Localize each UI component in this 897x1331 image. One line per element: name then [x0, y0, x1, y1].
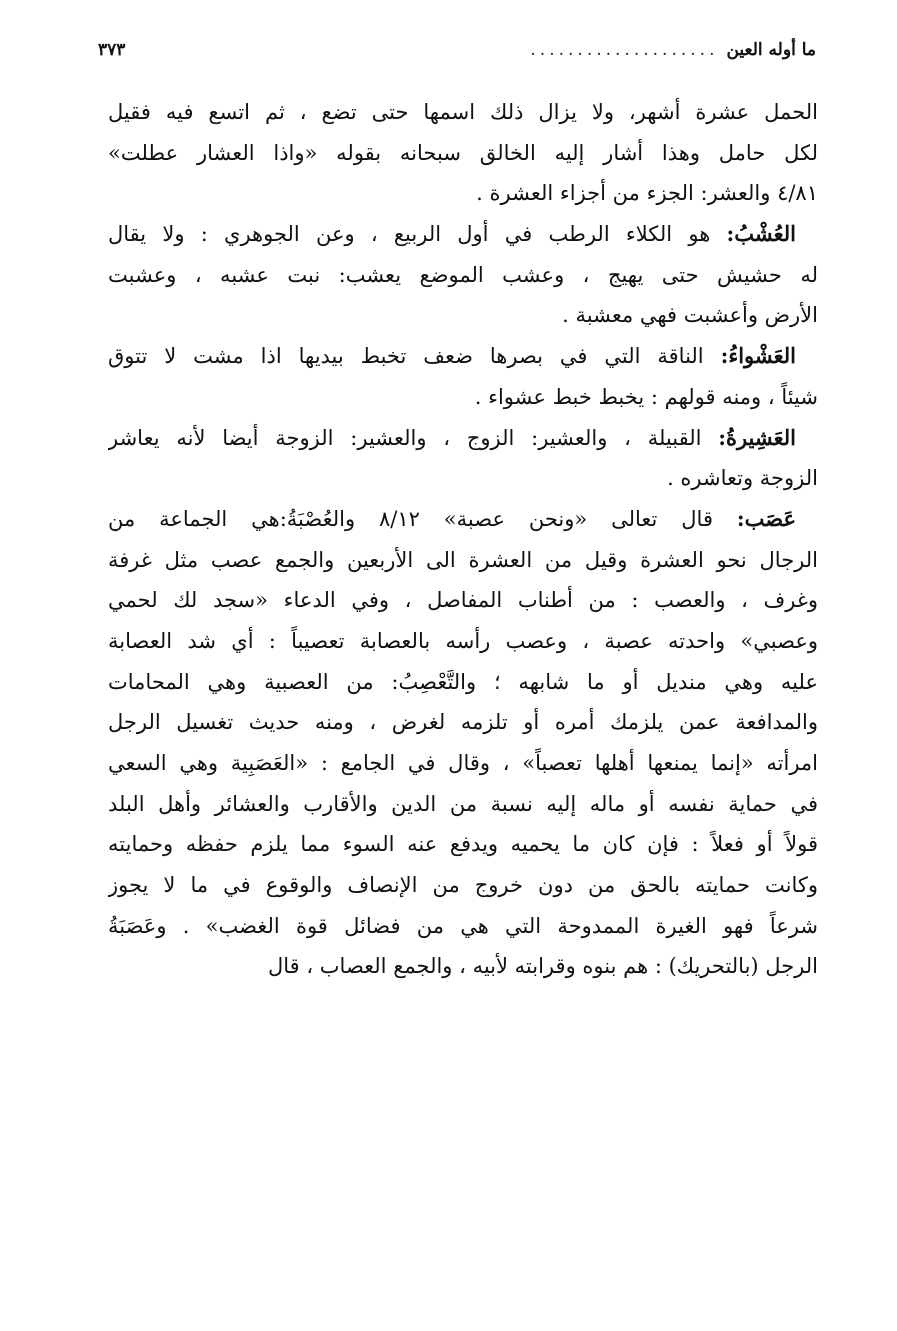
- text-line: [108, 133, 818, 174]
- line-text: في حماية نفسه أو ماله إليه نسبة من الدين والأقارب والعشائر وأهل البلد: [108, 791, 818, 816]
- line-text: شيئاً ، ومنه قولهم : يخبط خبط عشواء .: [474, 384, 818, 409]
- running-header: [98, 34, 816, 66]
- line-text: الناقة التي في بصرها ضعف تخبط بيديها اذا مشت لا تتوق: [108, 344, 721, 369]
- line-text: الزوجة وتعاشره .: [667, 466, 818, 491]
- leader-dots: ....................: [530, 40, 719, 60]
- text-line: [108, 743, 818, 784]
- line-text: له حشيش حتى يهيج ، وعشب الموضع يعشب: نبت عشبه ، وعشبت: [108, 262, 818, 287]
- line-text: الحمل عشرة أشهر، ولا يزال ذلك اسمها حتى تضع ، ثم اتسع فيه فقيل: [108, 100, 818, 124]
- line-text: ٤/٨١ والعشر: الجزء من أجزاء العشرة .: [476, 181, 818, 206]
- text-line: [108, 458, 818, 499]
- line-text: قال تعالى «ونحن عصبة» ٨/١٢ والعُصْبَةُ:هي الجماعة من: [108, 506, 737, 531]
- line-text: شرعاً فهو الغيرة الممدوحة التي هي من فضائل قوة الغضب» . وعَصَبَةُ: [108, 913, 818, 938]
- line-text: هو الكلاء الرطب في أول الربيع ، وعن الجوهري : ولا يقال: [108, 222, 727, 247]
- line-text: القبيلة ، والعشير: الزوج ، والعشير: الزوجة أيضا لأنه يعاشر: [108, 425, 719, 450]
- line-text: وغرف ، والعصب : من أطناب المفاصل ، وفي الدعاء «سجد لك لحمي: [108, 588, 818, 613]
- text-line: [108, 499, 818, 540]
- text-line: [108, 824, 818, 865]
- text-line: [108, 540, 818, 581]
- line-text: عليه وهي منديل أو ما شابهه ؛ والتَّعْصِبُ: من العصبية وهي المحامات: [108, 669, 818, 694]
- text-line: [108, 92, 818, 133]
- line-text: لكل حامل وهذا أشار إليه الخالق سبحانه بقوله «واذا العشار عطلت»: [108, 140, 818, 165]
- text-line: [108, 214, 818, 255]
- text-line: [108, 295, 818, 336]
- page-body: [108, 92, 818, 987]
- line-text: الأرض وأعشبت فهي معشبة .: [562, 303, 818, 328]
- text-line: [108, 702, 818, 743]
- text-line: [108, 255, 818, 296]
- text-line: [108, 173, 818, 214]
- text-line: [108, 784, 818, 825]
- line-text: الرجل (بالتحريك) : هم بنوه وقرابته لأبيه ، والجمع العصاب ، قال: [267, 954, 818, 979]
- entry-headword: العَشْواءُ:: [720, 343, 796, 369]
- line-text: الرجال نحو العشرة وقيل من العشرة الى الأربعين والجمع عصب مثل غرفة: [108, 547, 818, 572]
- entry-headword: العَشِيرةُ:: [718, 424, 796, 450]
- entry-headword: عَصَب:: [736, 505, 796, 531]
- text-line: [108, 865, 818, 906]
- text-line: [108, 580, 818, 621]
- page-number: ٣٧٣: [98, 40, 126, 60]
- text-line: [108, 946, 818, 987]
- line-text: وكانت حمايته بالحق من دون خروج من الإنصاف والوقوع في ما لا يجوز: [108, 873, 818, 898]
- text-line: [108, 418, 818, 459]
- line-text: امرأته «إنما يمنعها أهلها تعصباً» ، وقال في الجامع : «العَصَبِية وهي السعي: [108, 751, 818, 775]
- text-line: [108, 377, 818, 418]
- entry-headword: العُشْبُ:: [726, 221, 796, 247]
- text-line: [108, 621, 818, 662]
- line-text: وعصبي» واحدته عصبة ، وعصب رأسه بالعصابة تعصيباً : أي شد العصابة: [108, 628, 818, 653]
- line-text: قولاً أو فعلاً : فإن كان ما يحميه ويدفع عنه السوء مما يلزم حفظه وحمايته: [108, 832, 818, 857]
- chapter-title: ما أوله العين: [726, 40, 816, 60]
- text-line: [108, 662, 818, 703]
- line-text: والمدافعة عمن يلزمك أمره أو تلزمه لغرض ، ومنه حديث تغسيل الرجل: [108, 710, 818, 735]
- text-line: [108, 336, 818, 377]
- text-line: [108, 906, 818, 947]
